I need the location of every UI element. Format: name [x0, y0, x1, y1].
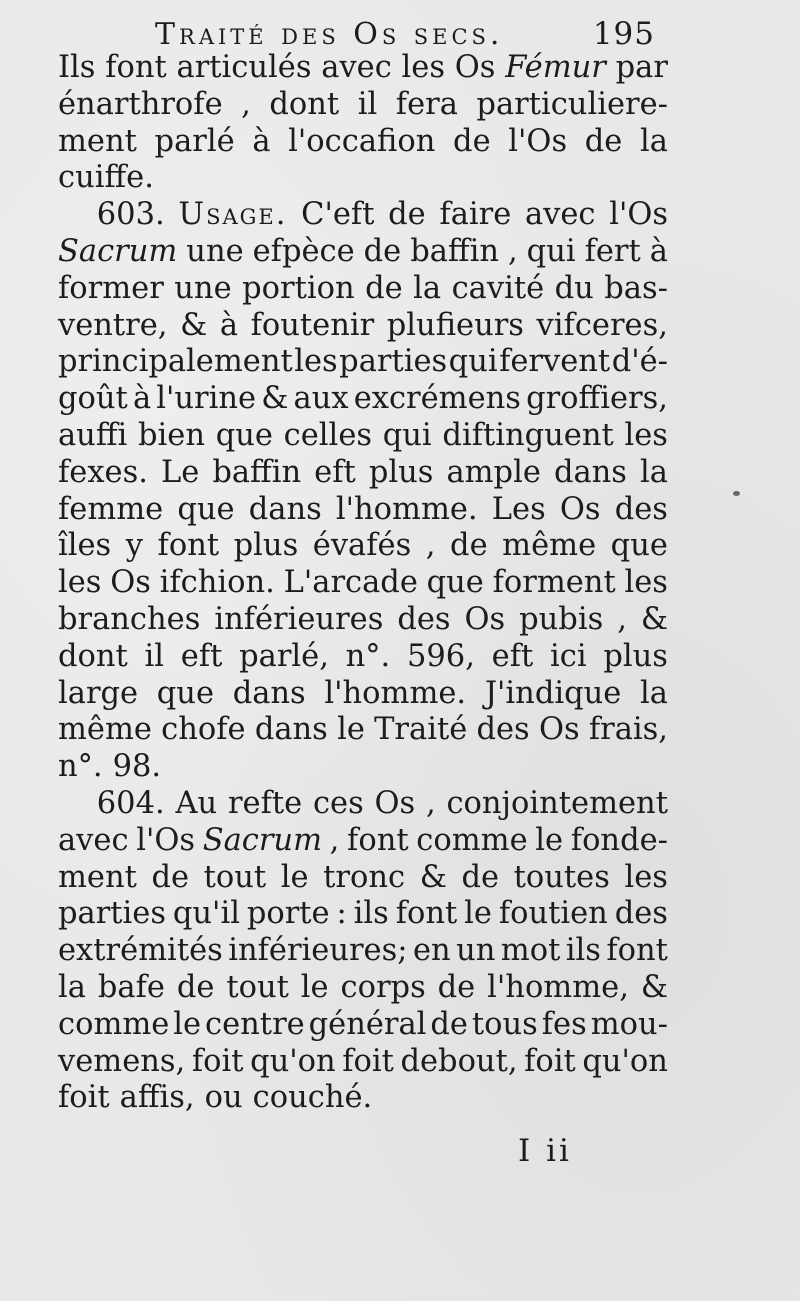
text-line [58, 896, 668, 933]
word: évafés [312, 528, 412, 564]
word: qu'on [250, 1043, 336, 1079]
text-line [58, 87, 668, 124]
word: cavité [451, 270, 545, 306]
word: qui [382, 417, 432, 453]
word: avec [524, 197, 596, 233]
word: C'eft [301, 197, 375, 233]
text-line [58, 124, 668, 161]
word: baffin [212, 454, 302, 490]
word: foit [58, 1080, 110, 1116]
word: fexes. [58, 454, 148, 490]
word: , [329, 822, 340, 858]
word: ou [204, 1080, 243, 1116]
word: , [241, 86, 251, 122]
word: le [464, 896, 492, 932]
word: excrémens [353, 381, 521, 417]
text-line [58, 602, 668, 639]
text-line [58, 860, 668, 897]
word: fera [395, 86, 458, 122]
word: l'homme. [324, 675, 467, 711]
word: femme [58, 491, 164, 527]
word: ment [58, 123, 137, 159]
word: : [336, 896, 347, 932]
word: dans [553, 454, 627, 490]
word: bien [138, 417, 205, 453]
word: dans [254, 712, 328, 748]
word: refte [227, 785, 303, 821]
word: plus [368, 454, 434, 490]
word: foit [524, 1043, 576, 1079]
word: ils [565, 933, 601, 969]
word: mot [500, 933, 561, 969]
word: les [294, 344, 338, 380]
word: tout [226, 969, 289, 1005]
word: ment [58, 859, 137, 895]
word: avec [321, 50, 392, 85]
word: , [617, 601, 627, 637]
word: des [614, 491, 668, 527]
word: font [105, 50, 167, 85]
word: ample [446, 454, 541, 490]
text-line [58, 749, 668, 786]
word: Au [175, 785, 218, 821]
text-line [58, 786, 668, 823]
word: la [640, 123, 668, 159]
word: vemens, [58, 1043, 186, 1079]
word: une [174, 270, 232, 306]
word: principalement [58, 344, 293, 380]
word: , [425, 785, 436, 821]
text-line [58, 381, 668, 418]
word: foutien [498, 896, 608, 932]
word: foit [191, 1043, 244, 1079]
word: ces [312, 785, 364, 821]
word: tronc [323, 859, 406, 895]
word: ventre, [58, 307, 168, 343]
word: centre [205, 1006, 305, 1042]
word: les [58, 565, 102, 601]
word: n°. [58, 749, 103, 785]
word: eft [314, 454, 356, 490]
text-line [58, 50, 668, 87]
word: la [58, 969, 86, 1005]
word: J'indique [484, 675, 622, 711]
text-line [58, 308, 668, 345]
word: Os [110, 565, 151, 601]
word: le [173, 1006, 202, 1042]
word: former [58, 270, 164, 306]
word: inférieures [214, 601, 384, 637]
word: énarthrofe [58, 86, 223, 122]
word: à [252, 123, 271, 159]
word: 604. [58, 785, 165, 821]
word: Os [464, 601, 506, 637]
word: de [363, 233, 402, 269]
page-number: 195 [592, 16, 655, 52]
word: celles [283, 417, 373, 453]
word: font [347, 822, 409, 858]
word: Usage. [178, 197, 288, 233]
word: & [640, 969, 668, 1005]
word: groffiers, [526, 381, 668, 417]
running-title: Traité des Os secs. [155, 16, 504, 52]
word: l'homme, [487, 969, 629, 1005]
text-line [58, 418, 668, 455]
word: tous [471, 1006, 538, 1042]
text-line [58, 1080, 668, 1117]
word: dont [269, 86, 340, 122]
text-line [58, 455, 668, 492]
word: l'urine [156, 381, 257, 417]
word: particuliere- [476, 86, 668, 122]
word: & [180, 307, 208, 343]
word: aux [293, 381, 349, 417]
word: des [476, 712, 530, 748]
word: à [649, 233, 668, 269]
word: auffi [58, 417, 128, 453]
word: à [132, 381, 152, 417]
word: L'arcade [283, 565, 418, 601]
word: mou- [590, 1006, 668, 1042]
text-line [58, 823, 668, 860]
word: font [606, 933, 668, 969]
word: plus [233, 528, 299, 564]
word: y [125, 528, 143, 564]
word: la [640, 454, 668, 490]
word: il [144, 638, 165, 674]
word: parlé [154, 123, 235, 159]
word: de [430, 1006, 468, 1042]
word: comme [58, 1006, 170, 1042]
signature-mark: I ii [518, 1133, 572, 1169]
word: par [615, 50, 668, 85]
ink-speck [733, 491, 740, 496]
word: de [450, 528, 488, 564]
word: que [426, 565, 484, 601]
word: comme [416, 822, 528, 858]
word: les [624, 417, 668, 453]
word: articulés [176, 50, 312, 85]
word: Os [538, 712, 580, 748]
text-line [58, 639, 668, 676]
word: de [176, 969, 215, 1005]
word: Fémur [505, 50, 606, 85]
word: parties [58, 896, 167, 932]
word: Os [559, 491, 601, 527]
word: qui [448, 344, 498, 380]
word: des [397, 601, 451, 637]
word: toutes [513, 859, 610, 895]
word: de [453, 123, 491, 159]
word: diftinguent [442, 417, 614, 453]
word: affis, [119, 1080, 195, 1116]
running-header [155, 14, 655, 54]
word: de [437, 969, 476, 1005]
text-line [58, 271, 668, 308]
word: les [401, 50, 446, 85]
word: plus [603, 638, 668, 674]
word: couché. [252, 1080, 373, 1116]
word: que [177, 491, 235, 527]
word: qui [526, 233, 576, 269]
word: ici [549, 638, 587, 674]
word: fes [541, 1006, 587, 1042]
word: branches [58, 601, 201, 637]
word: & [640, 601, 668, 637]
word: goût [58, 381, 128, 417]
word: l'Os [609, 197, 668, 233]
word: extrémités [58, 933, 223, 969]
word: l'Os [136, 822, 196, 858]
word: en [412, 933, 451, 969]
text-line [58, 528, 668, 565]
word: & [261, 381, 289, 417]
word: que [215, 417, 273, 453]
word: , [507, 233, 518, 269]
word: que [610, 528, 668, 564]
word: îles [58, 528, 112, 564]
word: inférieures; [228, 933, 408, 969]
word: Os [454, 50, 496, 85]
text-line [58, 197, 668, 234]
word: une [186, 233, 244, 269]
text-line [58, 676, 668, 713]
word: Les [491, 491, 546, 527]
word: foit [342, 1043, 394, 1079]
word: l'Os [508, 123, 568, 159]
word: de [388, 197, 426, 233]
text-line [58, 1007, 668, 1044]
word: chofe [161, 712, 246, 748]
word: forment [492, 565, 616, 601]
word: même [58, 712, 152, 748]
word: de [461, 859, 500, 895]
word: Traité [374, 712, 468, 748]
word: l'occafion [288, 123, 436, 159]
word: ils [353, 896, 389, 932]
word: les [624, 565, 668, 601]
word: efpèce [252, 233, 355, 269]
text-line [58, 492, 668, 529]
word: parlé, [239, 638, 329, 674]
text-line [58, 970, 668, 1007]
word: eft [180, 638, 223, 674]
word: large [58, 675, 139, 711]
word: conjointement [446, 785, 668, 821]
word: Sacrum [58, 233, 178, 269]
word: que [156, 675, 214, 711]
text-line [58, 1044, 668, 1081]
word: la [413, 270, 442, 306]
word: 98. [112, 749, 162, 785]
word: dans [232, 675, 306, 711]
word: le [300, 969, 329, 1005]
word: de [584, 123, 623, 159]
text-line [58, 234, 668, 271]
word: d'é- [611, 344, 668, 380]
text-line [58, 933, 668, 970]
text-line [58, 712, 668, 749]
word: l'homme. [335, 491, 478, 527]
word: dont [58, 638, 128, 674]
word: fervent [499, 344, 611, 380]
word: Ils [58, 50, 96, 85]
word: bafe [97, 969, 165, 1005]
word: dans [248, 491, 322, 527]
word: font [157, 528, 220, 564]
word: 596, [406, 638, 475, 674]
word: le [280, 859, 309, 895]
word: Le [160, 454, 200, 490]
word: un [456, 933, 496, 969]
word: le [337, 712, 365, 748]
word: faire [439, 197, 512, 233]
text-line [58, 344, 668, 381]
word: Os [374, 785, 416, 821]
word: tout [203, 859, 267, 895]
word: baffin [410, 233, 499, 269]
word: portion [242, 270, 355, 306]
word: & [419, 859, 447, 895]
body-text [58, 50, 668, 1117]
word: pubis [519, 601, 604, 637]
word: qu'on [582, 1043, 668, 1079]
word: Sacrum [202, 822, 322, 858]
word: , [425, 528, 436, 564]
word: du [554, 270, 594, 306]
word: à [219, 307, 239, 343]
word: des [614, 896, 668, 932]
word: le [535, 822, 564, 858]
word: vifceres, [536, 307, 668, 343]
word: porte [246, 896, 330, 932]
word: eft [491, 638, 534, 674]
word: fert [584, 233, 641, 269]
word: frais, [588, 712, 668, 748]
word: avec [58, 822, 129, 858]
text-line [58, 565, 668, 602]
word: fonde- [570, 822, 668, 858]
word: debout, [400, 1043, 518, 1079]
word: plufieurs [386, 307, 524, 343]
word: cuiffe. [58, 160, 154, 196]
word: ifchion. [159, 565, 275, 601]
word: parties [339, 344, 448, 380]
word: la [640, 675, 668, 711]
word: corps [340, 969, 426, 1005]
word: n°. [345, 638, 391, 674]
word: de [365, 270, 403, 306]
word: les [624, 859, 668, 895]
word: font [395, 896, 458, 932]
word: il [357, 86, 378, 122]
word: général [308, 1006, 427, 1042]
word: de [151, 859, 190, 895]
word: bas- [604, 270, 668, 306]
word: 603. [58, 197, 165, 233]
text-line [58, 160, 668, 197]
word: qu'il [172, 896, 240, 932]
word: foutenir [250, 307, 375, 343]
word: même [502, 528, 597, 564]
